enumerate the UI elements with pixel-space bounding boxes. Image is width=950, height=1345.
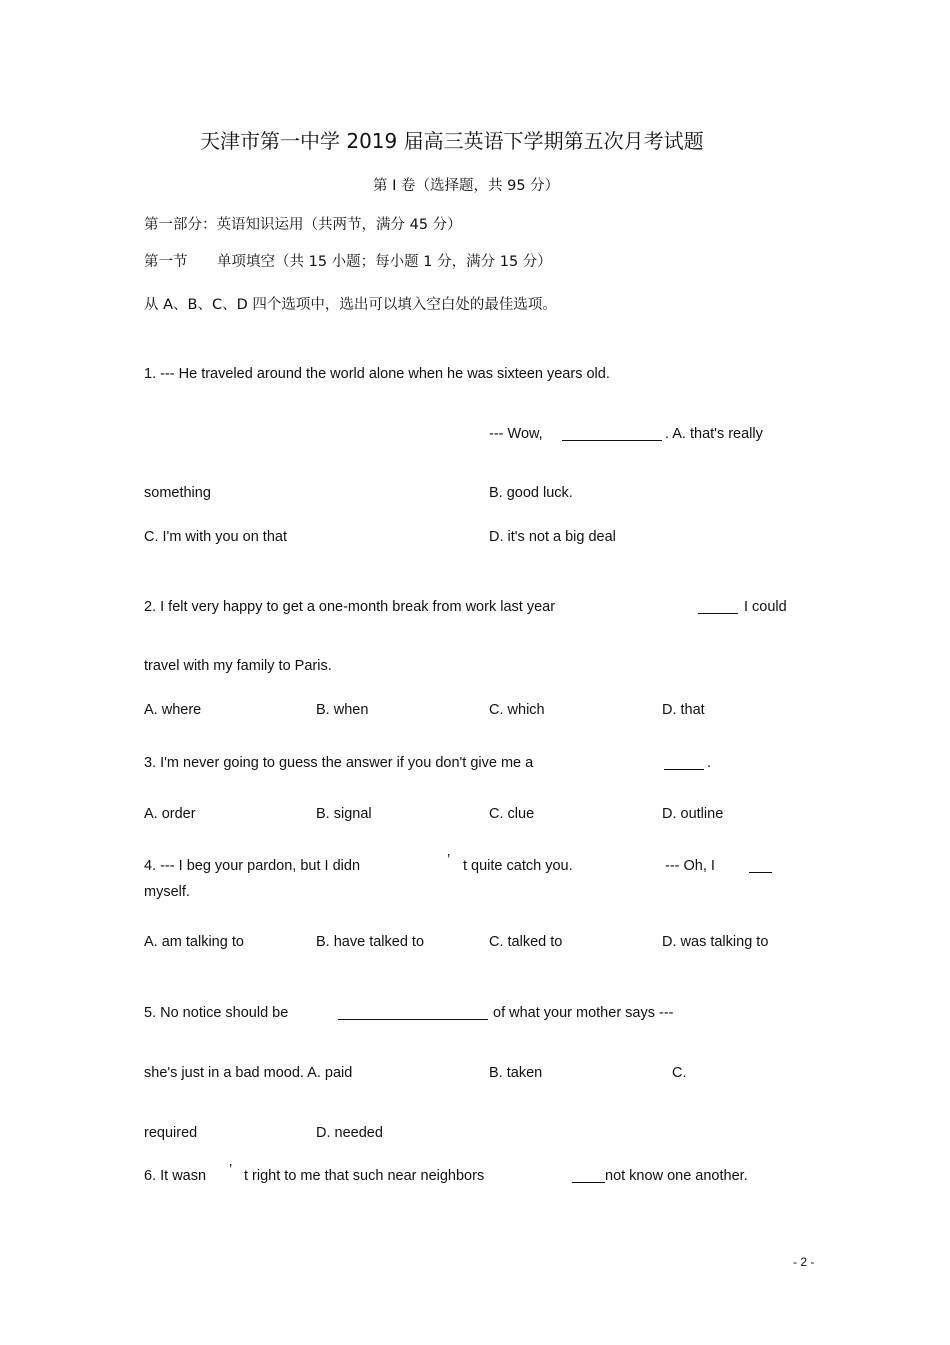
q3-blank: [664, 755, 704, 770]
q4-option-b: B. have talked to: [316, 934, 425, 950]
q2-option-c: C. which: [489, 702, 545, 718]
q2-option-b: B. when: [316, 702, 369, 718]
q2-option-d: D. that: [662, 702, 705, 718]
subsection-label: 第一节: [144, 254, 188, 270]
q2-option-a: A. where: [144, 702, 202, 718]
q3-stem-end: .: [707, 755, 712, 771]
q4-apostrophe: ’: [447, 852, 451, 868]
q4-stem-mid: t quite catch you.: [463, 858, 573, 874]
q6-stem: 6. It wasn: [144, 1168, 207, 1184]
q1-option-d: D. it's not a big deal: [489, 529, 616, 545]
q5-stem-line2: she's just in a bad mood. A. paid: [144, 1065, 353, 1081]
q5-option-c: C.: [672, 1065, 687, 1081]
q5-option-b: B. taken: [489, 1065, 543, 1081]
q2-stem-after: I could: [744, 599, 787, 615]
q1-stem: 1. --- He traveled around the world alone when he was sixteen years old.: [144, 366, 610, 382]
q2-stem: 2. I felt very happy to get a one-month break from work last year: [144, 599, 556, 615]
q6-blank: [572, 1168, 605, 1183]
instruction-text: 从 A、B、C、D 四个选项中，选出可以填入空白处的最佳选项。: [144, 297, 557, 313]
q1-option-a: . A. that's really: [665, 426, 763, 442]
subsection-text: 单项填空（共 15 小题；每小题 1 分，满分 15 分）: [217, 254, 552, 270]
q3-stem: 3. I'm never going to guess the answer if you don't give me a: [144, 755, 534, 771]
q3-option-c: C. clue: [489, 806, 535, 822]
q6-stem-after: not know one another.: [605, 1168, 748, 1184]
q1-reply: --- Wow,: [489, 426, 543, 442]
q2-stem-cont: travel with my family to Paris.: [144, 658, 332, 674]
q3-option-a: A. order: [144, 806, 196, 822]
q4-option-a: A. am talking to: [144, 934, 244, 950]
q6-apostrophe: ’: [229, 1162, 233, 1178]
q5-stem-after: of what your mother says ---: [493, 1005, 674, 1021]
q1-option-b: B. good luck.: [489, 485, 573, 501]
q2-blank: [698, 599, 738, 614]
q4-reply: --- Oh, I: [665, 858, 715, 874]
page-number: - 2 -: [793, 1255, 815, 1269]
q5-stem: 5. No notice should be: [144, 1005, 289, 1021]
q3-option-d: D. outline: [662, 806, 724, 822]
q3-option-b: B. signal: [316, 806, 372, 822]
q1-blank: [562, 426, 662, 441]
q5-blank: [338, 1005, 488, 1020]
q5-option-c-cont: required: [144, 1125, 198, 1141]
q6-stem-mid: t right to me that such near neighbors: [244, 1168, 485, 1184]
q5-option-d: D. needed: [316, 1125, 383, 1141]
section-heading: 第 I 卷（选择题，共 95 分）: [373, 178, 560, 194]
q4-stem-cont: myself.: [144, 884, 190, 900]
q4-stem: 4. --- I beg your pardon, but I didn: [144, 858, 361, 874]
q4-blank: [749, 858, 772, 873]
part-heading: 第一部分：英语知识运用（共两节，满分 45 分）: [144, 217, 462, 233]
q1-option-c: C. I'm with you on that: [144, 529, 287, 545]
page-title: 天津市第一中学 2019 届高三英语下学期第五次月考试题: [200, 129, 704, 153]
q4-option-d: D. was talking to: [662, 934, 769, 950]
q1-option-a-cont: something: [144, 485, 211, 501]
q4-option-c: C. talked to: [489, 934, 563, 950]
